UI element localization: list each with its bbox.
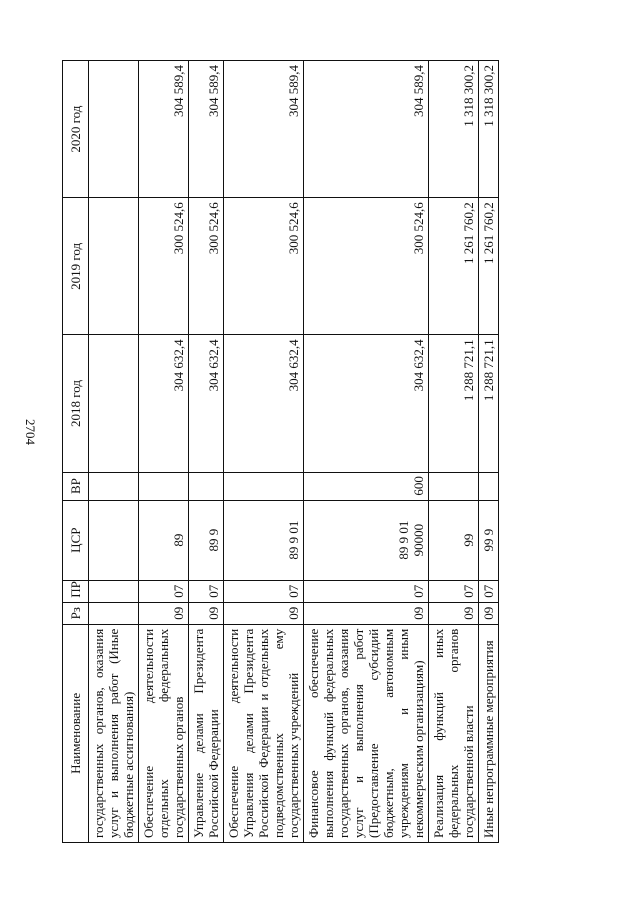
row-2018: 1 288 721,1 bbox=[479, 335, 499, 472]
row-2019: 300 524,6 bbox=[224, 198, 304, 335]
row-csr bbox=[89, 500, 139, 580]
row-csr: 89 9 bbox=[189, 500, 224, 580]
row-rz: 09 bbox=[429, 602, 479, 624]
row-pr: 07 bbox=[304, 580, 429, 602]
table-header-row bbox=[63, 61, 89, 843]
header-rz: Рз bbox=[63, 602, 89, 624]
row-pr bbox=[89, 580, 139, 602]
header-vr: ВР bbox=[63, 472, 89, 500]
header-name: Наименование bbox=[63, 624, 89, 842]
row-2020: 1 318 300,2 bbox=[429, 61, 479, 198]
row-2020: 1 318 300,2 bbox=[479, 61, 499, 198]
row-rz bbox=[89, 602, 139, 624]
row-2020: 304 589,4 bbox=[139, 61, 189, 198]
rotated-page-content bbox=[62, 60, 592, 843]
header-csr: ЦСР bbox=[63, 500, 89, 580]
table-row bbox=[429, 61, 479, 843]
row-vr bbox=[139, 472, 189, 500]
row-2019: 1 261 760,2 bbox=[429, 198, 479, 335]
row-2018: 304 632,4 bbox=[139, 335, 189, 472]
row-pr: 07 bbox=[429, 580, 479, 602]
row-vr: 600 bbox=[304, 472, 429, 500]
table-row bbox=[189, 61, 224, 843]
table-row bbox=[139, 61, 189, 843]
row-pr: 07 bbox=[224, 580, 304, 602]
row-pr: 07 bbox=[189, 580, 224, 602]
row-vr bbox=[429, 472, 479, 500]
row-name: Реализация функций иных федеральных органов государственной власти bbox=[429, 624, 479, 842]
row-2019 bbox=[89, 198, 139, 335]
table-row bbox=[479, 61, 499, 843]
row-rz: 09 bbox=[189, 602, 224, 624]
row-2020: 304 589,4 bbox=[189, 61, 224, 198]
row-2018 bbox=[89, 335, 139, 472]
row-name: Финансовое обеспечение выполнения функций федеральных государственных органов, оказания услуг и выполнения работ (Предоставление субсидий бюджетным, автономным учреждениям и иным некоммерческим организациям) bbox=[304, 624, 429, 842]
row-name: Управление делами Президента Российской Федерации bbox=[189, 624, 224, 842]
header-2018: 2018 год bbox=[63, 335, 89, 472]
header-pr: ПР bbox=[63, 580, 89, 602]
row-2019: 300 524,6 bbox=[139, 198, 189, 335]
row-rz: 09 bbox=[479, 602, 499, 624]
row-rz: 09 bbox=[304, 602, 429, 624]
table-row bbox=[304, 61, 429, 843]
row-vr bbox=[479, 472, 499, 500]
row-2020: 304 589,4 bbox=[224, 61, 304, 198]
row-pr: 07 bbox=[139, 580, 189, 602]
row-2020: 304 589,4 bbox=[304, 61, 429, 198]
row-name: государственных органов, оказания услуг и выполнения работ (Иные бюджетные ассигнования) bbox=[89, 624, 139, 842]
row-name: Обеспечение деятельности отдельных федеральных государственных органов bbox=[139, 624, 189, 842]
row-2018: 304 632,4 bbox=[304, 335, 429, 472]
row-2019: 300 524,6 bbox=[189, 198, 224, 335]
table-row bbox=[89, 61, 139, 843]
table-row bbox=[224, 61, 304, 843]
header-2019: 2019 год bbox=[63, 198, 89, 335]
row-2019: 1 261 760,2 bbox=[479, 198, 499, 335]
row-2019: 300 524,6 bbox=[304, 198, 429, 335]
row-name: Иные непрограммные мероприятия bbox=[479, 624, 499, 842]
row-csr: 89 9 01 bbox=[224, 500, 304, 580]
row-csr: 89 bbox=[139, 500, 189, 580]
row-2018: 1 288 721,1 bbox=[429, 335, 479, 472]
row-2020 bbox=[89, 61, 139, 198]
row-vr bbox=[89, 472, 139, 500]
row-pr: 07 bbox=[479, 580, 499, 602]
row-name: Обеспечение деятельности Управления делами Президента Российской Федерации и отдельных подведомственных ему государственных учреждений bbox=[224, 624, 304, 842]
budget-table bbox=[62, 60, 499, 843]
row-2018: 304 632,4 bbox=[189, 335, 224, 472]
row-2018: 304 632,4 bbox=[224, 335, 304, 472]
row-csr: 99 9 bbox=[479, 500, 499, 580]
page-number: 2704 bbox=[23, 419, 38, 445]
row-csr: 89 9 01 90000 bbox=[304, 500, 429, 580]
row-rz: 09 bbox=[224, 602, 304, 624]
row-vr bbox=[189, 472, 224, 500]
row-csr: 99 bbox=[429, 500, 479, 580]
row-vr bbox=[224, 472, 304, 500]
row-rz: 09 bbox=[139, 602, 189, 624]
header-2020: 2020 год bbox=[63, 61, 89, 198]
